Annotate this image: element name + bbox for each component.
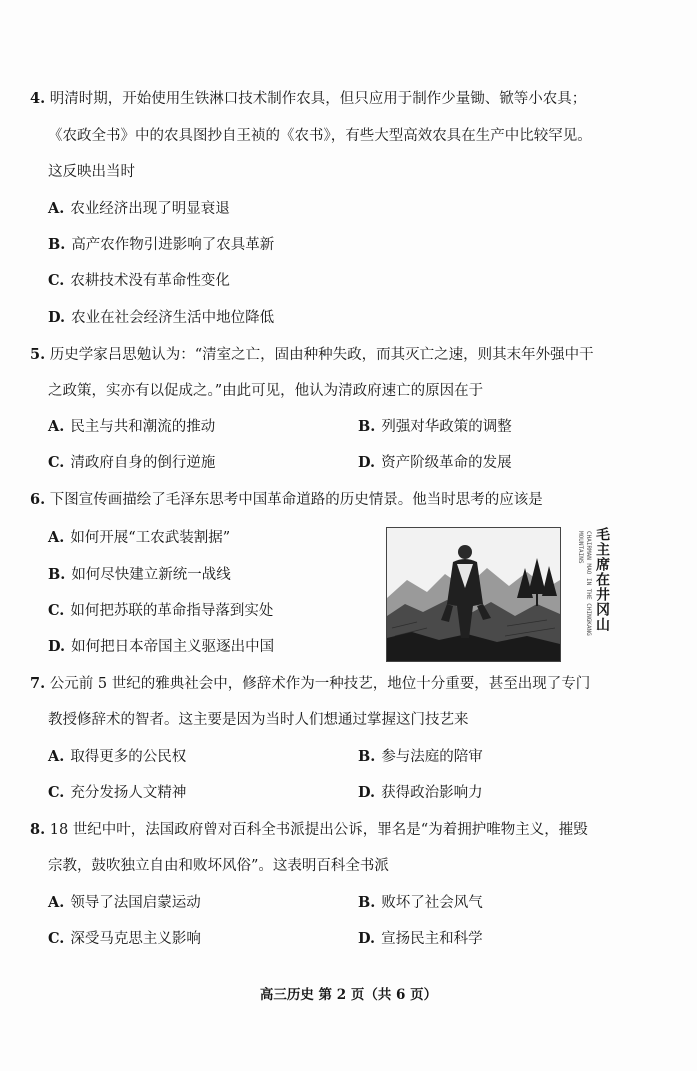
question-4-stem-2: 《农政全书》中的农具图抄自王祯的《农书》，有些大型高效农具在生产中比较罕见。 [48, 128, 592, 144]
option-text: 领导了法国启蒙运动 [70, 895, 201, 911]
option-letter: D. [358, 784, 376, 801]
option-text: 参与法庭的陪审 [381, 749, 483, 765]
question-6-stem-1: 下图宣传画描绘了毛泽东思考中国革命道路的历史情景。他当时思考的应该是 [49, 492, 543, 508]
page-footer: 高三历史 第 2 页（共 6 页） [259, 987, 438, 1003]
question-5-stem-2: 之政策，实亦有以促成之。”由此可见，他认为清政府速亡的原因在于 [48, 383, 484, 399]
question-5-number: 5. [30, 346, 46, 363]
option-letter: C. [48, 784, 65, 801]
question-5-option-b[interactable] [358, 417, 512, 437]
option-text: 列强对华政策的调整 [381, 419, 512, 435]
question-7-option-d[interactable] [358, 783, 483, 803]
option-text: 败坏了社会风气 [381, 895, 483, 911]
question-7-stem-1: 公元前 5 世纪的雅典社会中，修辞术作为一种技艺，地位十分重要，甚至出现了专门 [49, 676, 591, 692]
mao-poster-figure [386, 527, 561, 662]
option-text: 宣扬民主和科学 [381, 931, 483, 947]
question-8-stem-2: 宗教，鼓吹独立自由和败坏风俗”。这表明百科全书派 [48, 858, 389, 874]
option-letter: A. [48, 529, 65, 546]
option-text: 如何把苏联的革命指导落到实处 [70, 603, 274, 619]
option-letter: B. [358, 418, 376, 435]
option-text: 深受马克思主义影响 [70, 931, 201, 947]
option-text: 充分发扬人文精神 [70, 785, 187, 801]
option-text: 如何开展“工农武装割据” [70, 530, 231, 546]
option-letter: B. [48, 236, 66, 253]
question-6-option-a[interactable] [48, 528, 230, 548]
option-letter: B. [358, 894, 376, 911]
poster-caption-english: CHAIRMAN MAO IN THE CHINGKANG MOUNTAINS [577, 531, 592, 636]
option-letter: D. [358, 454, 376, 471]
option-letter: D. [48, 638, 66, 655]
question-8-option-d[interactable] [358, 929, 483, 949]
option-letter: C. [48, 930, 65, 947]
option-text: 民主与共和潮流的推动 [70, 419, 216, 435]
question-4-option-c[interactable] [48, 271, 230, 291]
option-letter: D. [48, 309, 66, 326]
question-4-option-b[interactable] [48, 235, 274, 255]
question-7-line-1 [30, 674, 590, 694]
question-5-line-1 [30, 345, 594, 365]
option-text: 如何尽快建立新统一战线 [71, 567, 231, 583]
question-7-option-c[interactable] [48, 783, 186, 803]
option-text: 取得更多的公民权 [70, 749, 187, 765]
question-7-stem-2: 教授修辞术的智者。这主要是因为当时人们想通过掌握这门技艺来 [48, 712, 469, 728]
option-text: 高产农作物引进影响了农具革新 [71, 237, 275, 253]
question-7-number: 7. [30, 675, 46, 692]
question-5-option-c[interactable] [48, 453, 215, 473]
question-8-option-b[interactable] [358, 893, 483, 913]
option-letter: C. [48, 454, 65, 471]
poster-illustration [387, 528, 560, 661]
question-5-option-a[interactable] [48, 417, 215, 437]
option-letter: A. [48, 748, 65, 765]
question-8-option-a[interactable] [48, 893, 201, 913]
option-letter: A. [48, 418, 65, 435]
question-8-option-c[interactable] [48, 929, 201, 949]
option-text: 农业经济出现了明显衰退 [70, 201, 230, 217]
question-8-stem-1: 18 世纪中叶，法国政府曾对百科全书派提出公诉，罪名是“为着拥护唯物主义，摧毁 [49, 822, 588, 838]
option-text: 农业在社会经济生活中地位降低 [71, 310, 275, 326]
question-6-option-d[interactable] [48, 637, 274, 657]
question-4-option-a[interactable] [48, 199, 230, 219]
option-letter: C. [48, 272, 65, 289]
poster-caption-chinese: 毛主席在井冈山 [594, 527, 610, 632]
question-6-line-1 [30, 490, 543, 510]
question-6-option-c[interactable] [48, 601, 273, 621]
question-5-stem-1: 历史学家吕思勉认为：“清室之亡，固由种种失政，而其灭亡之速，则其末年外强中干 [49, 347, 594, 363]
question-4-stem-3: 这反映出当时 [48, 164, 135, 180]
question-6-number: 6. [30, 491, 46, 508]
question-6-option-b[interactable] [48, 565, 231, 585]
question-7-option-b[interactable] [358, 747, 483, 767]
option-letter: C. [48, 602, 65, 619]
question-4-line-1 [30, 89, 586, 109]
option-letter: B. [48, 566, 66, 583]
option-letter: B. [358, 748, 376, 765]
question-8-number: 8. [30, 821, 46, 838]
option-text: 如何把日本帝国主义驱逐出中国 [71, 639, 275, 655]
question-4-option-d[interactable] [48, 308, 274, 328]
option-text: 获得政治影响力 [381, 785, 483, 801]
option-letter: D. [358, 930, 376, 947]
question-5-option-d[interactable] [358, 453, 512, 473]
option-text: 资产阶级革命的发展 [381, 455, 512, 471]
question-8-line-1 [30, 820, 588, 840]
poster-caption [576, 527, 610, 662]
question-4-stem-1: 明清时期，开始使用生铁淋口技术制作农具，但只应用于制作少量锄、锨等小农具； [49, 91, 587, 107]
question-7-option-a[interactable] [48, 747, 186, 767]
option-text: 清政府自身的倒行逆施 [70, 455, 216, 471]
option-letter: A. [48, 200, 65, 217]
option-letter: A. [48, 894, 65, 911]
question-4-number: 4. [30, 90, 46, 107]
option-text: 农耕技术没有革命性变化 [70, 273, 230, 289]
